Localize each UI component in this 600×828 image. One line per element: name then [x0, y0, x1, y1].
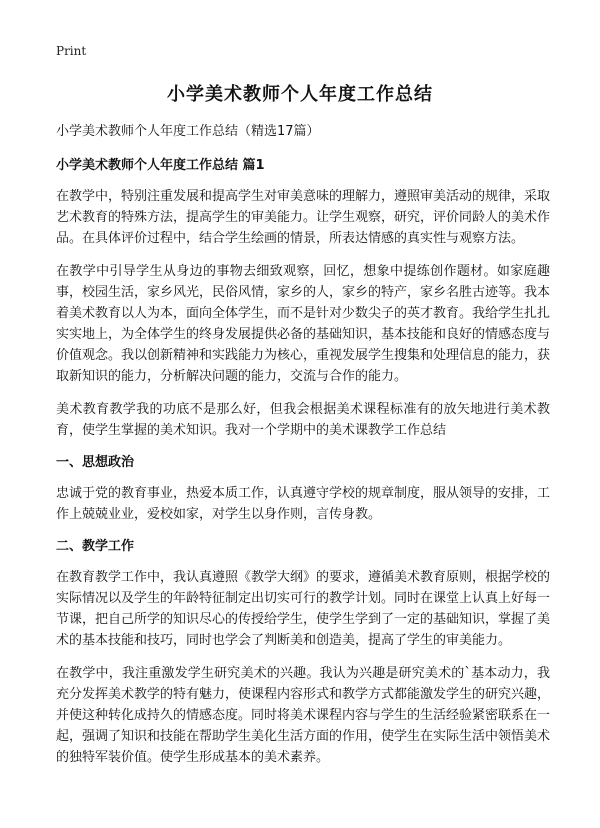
section-heading-politics: 一、思想政治: [56, 455, 135, 470]
paragraph: 在教学中，我注重激发学生研究美术的兴趣。我认为兴趣是研究美术的`基本动力，我充分发挥美术教学的特有魅力，使课程内容形式和教学方式都能激发学生的研究兴趣，并使这种转化成持久的情感态度。同时将美术课程内容与学生的生活经验紧密联系在一起，强调了知识和技能在帮助学生美化生活方面的作用，使学生在实际生活中领悟美术的独特军装价值。使学生形成基本的美术素养。: [56, 666, 551, 765]
paragraph: 美术教育教学我的功底不是那么好，但我会根据美术课程标准有的放矢地进行美术教育，使学生掌握的美术知识。我对一个学期中的美术课教学工作总结: [56, 402, 550, 438]
paragraph: 忠诚于党的教育事业，热爱本质工作，认真遵守学校的规章制度，服从领导的安排，工作上兢兢业业，爱校如家，对学生以身作则，言传身教。: [56, 486, 551, 522]
section-heading-teaching: 二、教学工作: [56, 539, 135, 554]
paragraph: 在教学中引导学生从身边的事物去细致观察，回忆，想象中提练创作题材。如家庭趣事，校园生活，家乡风光，民俗风情，家乡的人，家乡的特产，家乡名胜古迹等。我本着美术教育以人为本，面向全体学生，而不是针对少数尖子的英才教育。我给学生扎扎实实地上，为全体学生的终身发展提供必备的基础知识，基本技能和良好的情感态度与价值观念。我以创新精神和实践能力为核心，重视发展学生搜集和处理信息的能力，获取新知识的能力，分析解决问题的能力，交流与合作的能力。: [56, 264, 551, 384]
paragraph: 在教育教学工作中，我认真遵照《教学大纲》的要求，遵循美术教育原则，根据学校的实际情况以及学生的年龄特征制定出切实可行的教学计划。同时在课堂上认真上好每一节课，把自己所学的知识尽心的传授给学生，使学生学到了一定的基础知识，掌握了美术的基本技能和技巧，同时也学会了判断美和创造美，提高了学生的审美能力。: [56, 570, 551, 648]
paragraph: 在教学中，特别注重发展和提高学生对审美意味的理解力，遵照审美活动的规律，采取艺术教育的特殊方法，提高学生的审美能力。让学生观察，研究，评价同龄人的美术作品。在具体评价过程中，结合学生绘画的情景，所表达情感的真实性与观察方法。: [56, 189, 551, 246]
document-subtitle: 小学美术教师个人年度工作总结（精选17篇）: [56, 124, 320, 139]
print-link[interactable]: Print: [56, 44, 87, 58]
chapter-heading: 小学美术教师个人年度工作总结 篇1: [56, 158, 265, 173]
document-body: [56, 122, 550, 780]
page-title: 小学美术教师个人年度工作总结: [167, 84, 433, 105]
